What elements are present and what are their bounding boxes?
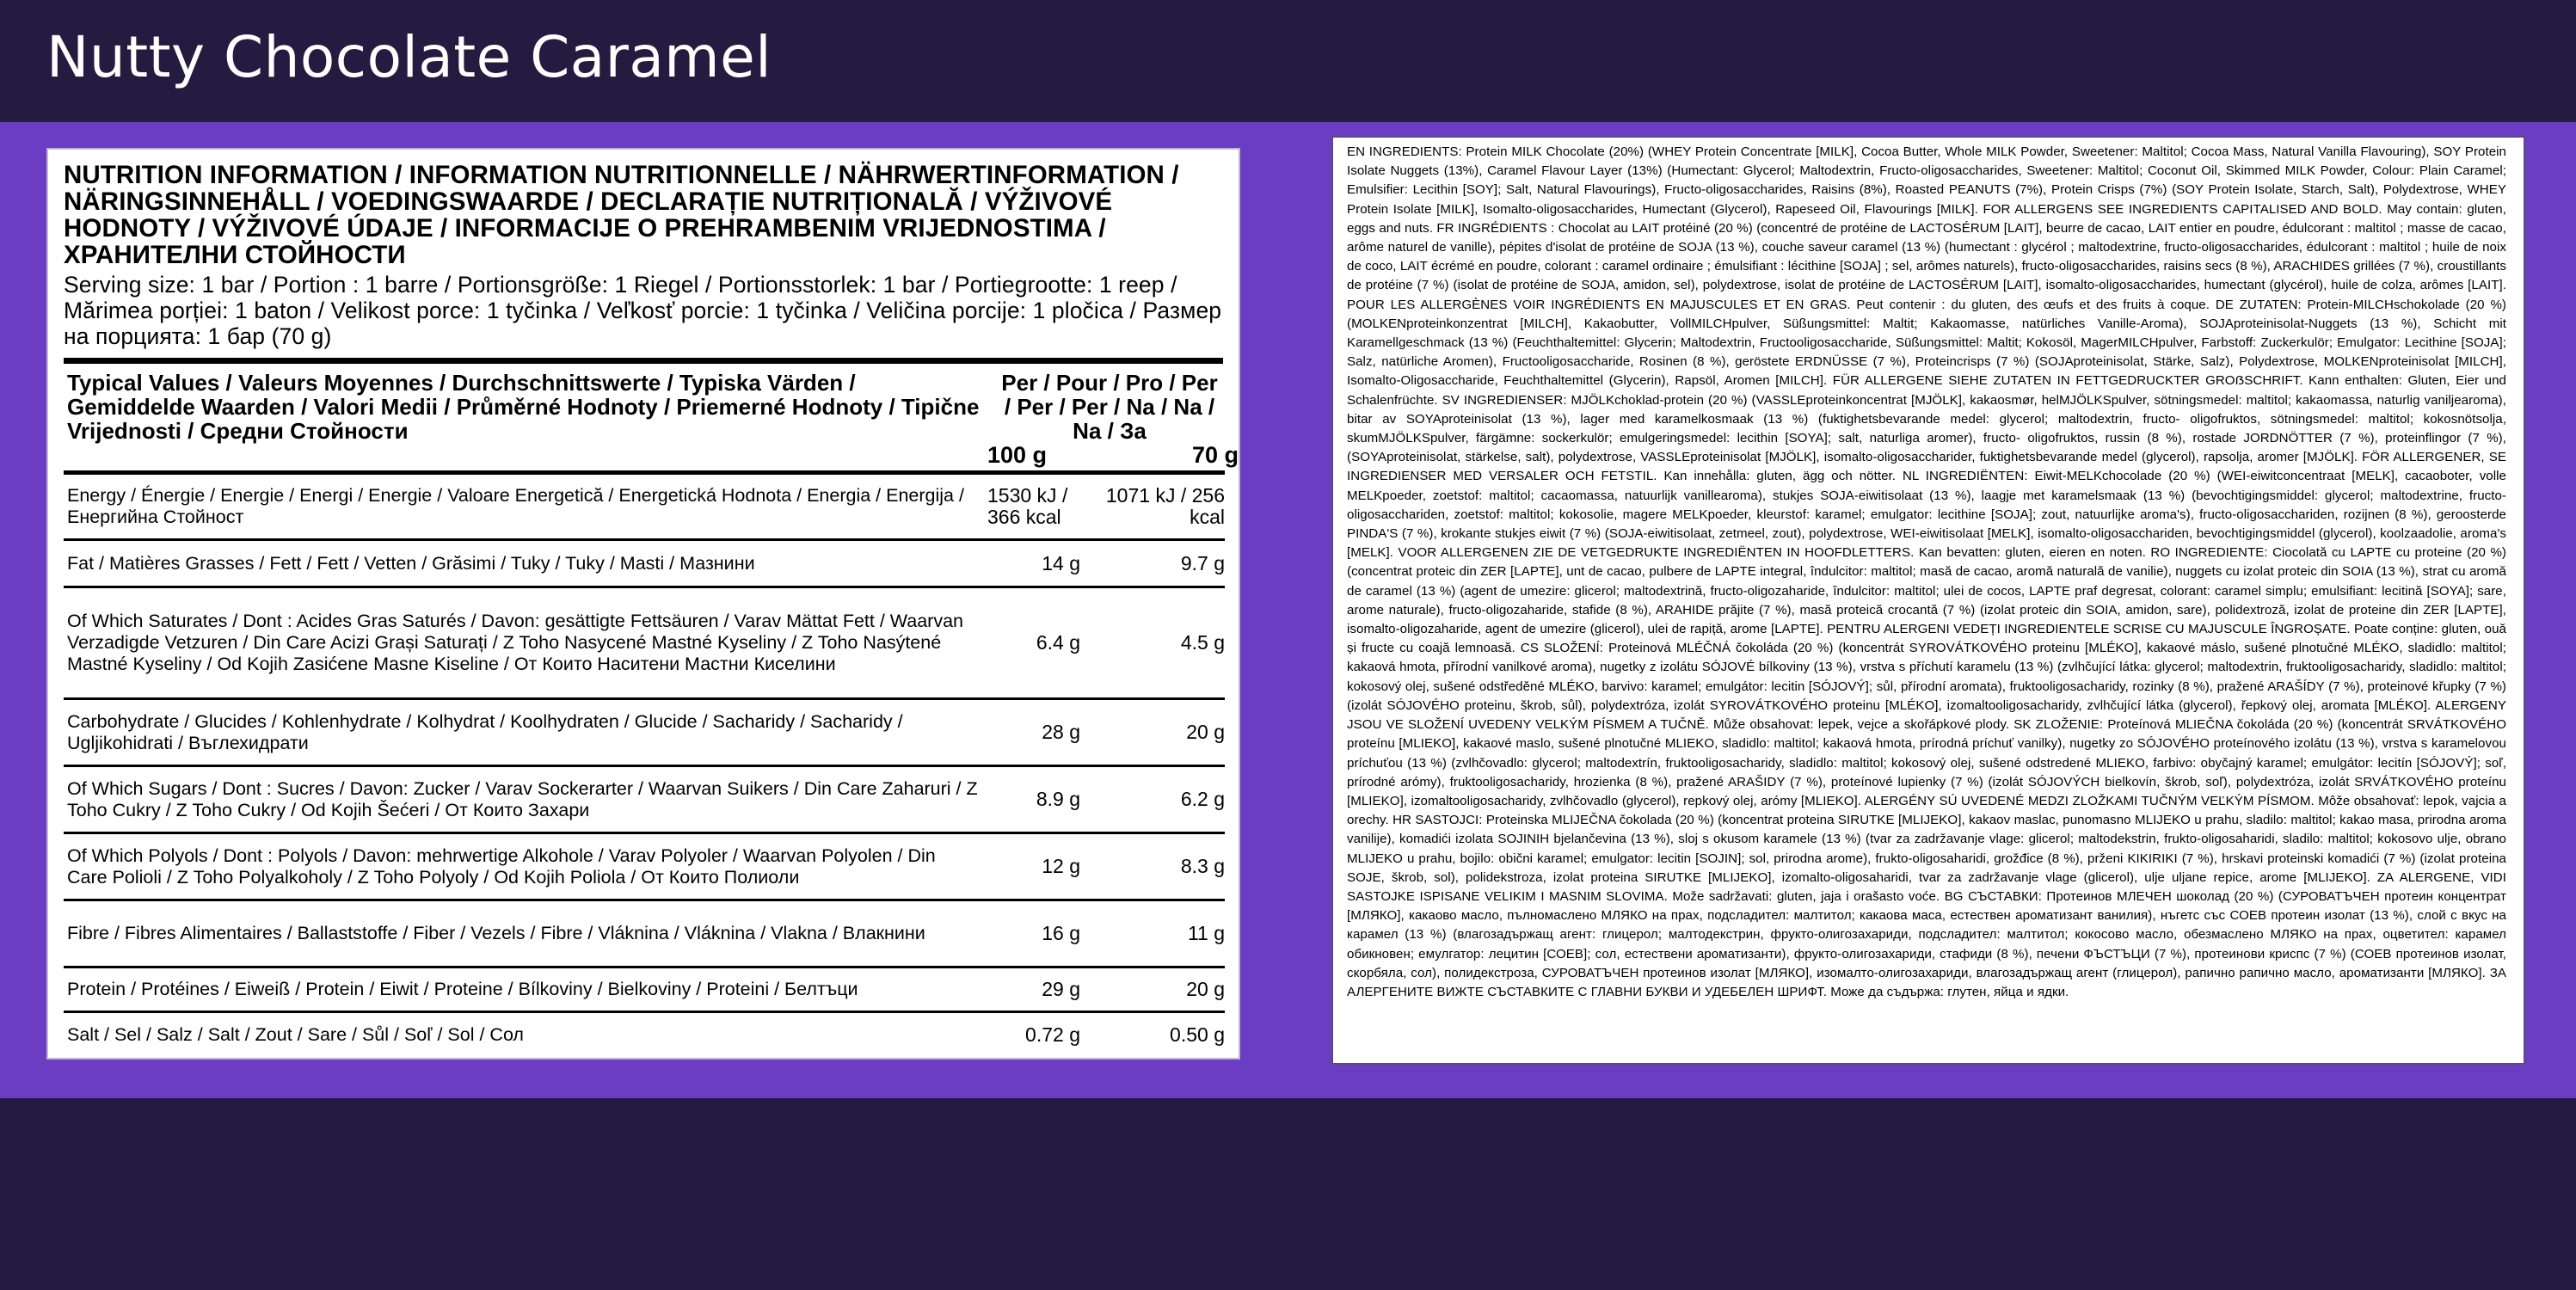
value-70g: 4.5 g xyxy=(1096,587,1225,699)
typical-values-label: Typical Values / Valeurs Moyennes / Durchschnittswerte / Typiska Värden / Gemiddelde Waarden / Valori Medii / Průměrné Hodnoty / Priemerné Hodnoty / Tipične Vrijednosti / Средни Стойности xyxy=(64,364,984,473)
value-70g: 0.50 g xyxy=(1170,1023,1225,1046)
value-70g: 9.7 g xyxy=(1096,540,1225,587)
nutrient-label: Fibre / Fibres Alimentaires / Ballaststoffe / Fiber / Vezels / Fibre / Vláknina / Vláknina / Vlakna / Влакнини xyxy=(64,900,984,968)
value-70g: 8.3 g xyxy=(1096,833,1225,900)
nutrient-label: Energy / Énergie / Energie / Energi / Energie / Valoare Energetică / Energetická Hodnota / Energia / Energija / Енергийна Стойност xyxy=(64,473,984,540)
value-100g: 14 g xyxy=(984,540,1096,587)
value-100g: 12 g xyxy=(984,833,1096,900)
table-row xyxy=(64,968,1225,1012)
value-100g: 1530 kJ / 366 kcal xyxy=(984,473,1096,540)
value-100g: 16 g xyxy=(984,900,1096,968)
serving-size: Serving size: 1 bar / Portion : 1 barre / Portionsgröße: 1 Riegel / Portionsstorlek: 1 bar / Portiegrootte: 1 reep / Mărimea porției: 1 baton / Velikost porce: 1 tyčinka / Veľkosť porcie: 1 tyčinka / Veličina porcije: 1 pločica / Размер на порцията: 1 бар (70 g) xyxy=(64,272,1222,349)
value-100g: 28 g xyxy=(984,699,1096,766)
nutrition-panel xyxy=(46,148,1240,1060)
table-header-row xyxy=(64,364,1225,473)
table-row xyxy=(64,473,1225,540)
table-row xyxy=(64,1012,1225,1057)
nutrient-label: Carbohydrate / Glucides / Kohlenhydrate / Kolhydrat / Koolhydraten / Glucide / Sacharidy / Sacharidy / Ugljikohidrati / Въглехидрати xyxy=(64,699,984,766)
page-title: Nutty Chocolate Caramel xyxy=(46,24,772,90)
divider xyxy=(64,358,1223,364)
value-70g: 20 g xyxy=(1096,968,1225,1012)
nutrient-label: Salt / Sel / Salz / Salt / Zout / Sare / Sůl / Soľ / Sol / Сол xyxy=(67,1023,524,1045)
table-row xyxy=(64,587,1225,699)
table-row xyxy=(64,540,1225,587)
ingredients-panel xyxy=(1331,136,2525,1065)
nutrition-table xyxy=(64,364,1239,1057)
col-100g: 100 g xyxy=(987,442,1048,468)
nutrient-label: Of Which Saturates / Dont : Acides Gras Saturés / Davon: gesättigte Fettsäuren / Varav Mättat Fett / Waarvan Verzadigde Vetzuren / Din Care Acizi Grași Saturați / Z Toho Nasycené Mastné Kyseliny / Z Toho Nasýtené Mastné Kyseliny / Od Kojih Zasićene Masne Kiseline / От Които Наситени Мастни Киселини xyxy=(64,587,984,699)
value-70g: 11 g xyxy=(1096,900,1225,968)
value-70g: 1071 kJ / 256 kcal xyxy=(1096,473,1225,540)
value-70g: 20 g xyxy=(1096,699,1225,766)
footer-band xyxy=(0,1098,2576,1290)
nutrient-label: Of Which Sugars / Dont : Sucres / Davon: Zucker / Varav Sockerarter / Waarvan Suikers / Din Care Zaharuri / Z Toho Cukry / Z Toho Cukry / Od Kojih Šećeri / От Които Захари xyxy=(64,766,984,833)
value-70g: 6.2 g xyxy=(1096,766,1225,833)
per-header xyxy=(984,364,1239,473)
table-row xyxy=(64,699,1225,766)
table-row xyxy=(64,766,1225,833)
nutrient-label: Protein / Protéines / Eiweiß / Protein / Eiwit / Proteine / Bílkoviny / Bielkoviny / Proteini / Белтъци xyxy=(64,968,984,1012)
value-100g: 0.72 g xyxy=(1025,1023,1080,1046)
nutrient-label: Fat / Matières Grasses / Fett / Fett / Vetten / Grăsimi / Tuky / Tuky / Masti / Мазнини xyxy=(64,540,984,587)
nutrition-title: NUTRITION INFORMATION / INFORMATION NUTRITIONNELLE / NÄHRWERTINFORMATION / NÄRINGSINNEHÅLL / VOEDINGSWAARDE / DECLARAȚIE NUTRIȚIONALĂ / VÝŽIVOVÉ HODNOTY / VÝŽIVOVÉ ÚDAJE / INFORMACIJE O PREHRAMBENIM VRIJEDNOSTIMA / ХРАНИТЕЛНИ СТОЙНОСТИ xyxy=(64,161,1179,269)
table-row xyxy=(64,900,1225,968)
header-bar xyxy=(0,0,2576,122)
value-100g: 6.4 g xyxy=(984,587,1096,699)
per-label: Per / Pour / Pro / Per / Per / Per / Na / Na / Na / За xyxy=(1001,370,1218,444)
nutrient-label: Of Which Polyols / Dont : Polyols / Davon: mehrwertige Alkohole / Varav Polyoler / Waarvan Polyolen / Din Care Polioli / Z Toho Polyalkoholy / Z Toho Polyoly / Od Kojih Poliola / От Които Полиоли xyxy=(64,833,984,900)
value-100g: 8.9 g xyxy=(984,766,1096,833)
table-row xyxy=(64,833,1225,900)
value-100g: 29 g xyxy=(984,968,1096,1012)
col-70g: 70 g xyxy=(1191,442,1239,468)
ingredients-text: EN INGREDIENTS: Protein MILK Chocolate (20%) (WHEY Protein Concentrate [MILK], Cocoa Butter, Whole MILK Powder, Sweetener: Maltitol; Cocoa Mass, Natural Vanilla Flavouring), SOY Protein Isolate Nuggets (13%), Caramel Flavour Layer (13%) (Humectant: Glycerol; Maltodextrin, Fructo-oligosaccharides, Sweetener: Maltitol; Coconut Oil, Skimmed MILK Powder, Colour: Plain Caramel; Emulsifier: Lecithin [SOY]; Salt, Natural Flavourings), Fructo-oligosaccharides, Raisins (8%), Roasted PEANUTS (7%), Protein Crisps (7%) (SOY Protein Isolate, Starch, Salt), Polydextrose, WHEY Protein Isolate [MILK], Isomalto-oligosaccharides, Humectant (Glycerol), Rapeseed Oil, Flavourings [MILK]. FOR ALLERGENS SEE INGREDIENTS CAPITALISED AND BOLD. May contain: gluten, eggs and nuts. FR INGRÉDIENTS : Chocolat au LAIT protéiné (20 %) (concentré de protéine de LACTOSÉRUM [LAIT], beurre de cacao, LAIT entier en poudre, édulcorant : maltitol ; masse de cacao, arôme naturel de vanille), pépites d'isolat de protéine de SOJA (13 %), couche saveur caramel (13 %) (humectant : glycérol ; maltodextrine, fructo-oligosaccharides, édulcorant : maltitol ; huile de noix de coco, LAIT écrémé en poudre, colorant : caramel ordinaire ; émulsifiant : lécithine [SOJA] ; sel, arômes naturels), fructo-oligosaccharides, raisins secs (8 %), ARACHIDES grillées (7 %), croustillants de protéine (7 %) (isolat de protéine de SOJA, amidon, sel), polydextrose, isolat de protéine de LACTOSÉRUM [LAIT], isomalto-oligosaccharides, humectant (glycérol), huile de colza, arômes [LAIT]. POUR LES ALLERGÈNES VOIR INGRÉDIENTS EN MAJUSCULES ET EN GRAS. Peut contenir : du gluten, des œufs et des fruits à coque. DE ZUTATEN: Protein-MILCHschokolade (20 %) (MOLKENproteinkonzentrat [MILCH], Kakaobutter, VollMILCHpulver, Süßungsmittel: Maltit; Kakaomasse, natürliches Vanille-Aroma), SOJAproteinisolat-Nuggets (13 %), Schicht mit Karamellgeschmack (13 %) (Feuchthaltemittel: Glycerin; Maltodextrin, Fructooligosaccharide, Süßungsmittel: Maltit; Kokosöl, MagerMILCHpulver, Farbstoff: Zuckerkulör; Emulgator: Lecithine [SOJA]; Salz, natürliche Aromen), Fructooligosaccharide, Rosinen (8 %), geröstete ERDNÜSSE (7 %), Proteincrisps (7 %) (SOJAproteinisolat, Stärke, Salz), Polydextrose, MOLKENproteinisolat [MILCH], Isomalto-Oligosaccharide, Feuchthaltemittel (Glycerin), Rapsöl, Aromen [MILCH]. FÜR ALLERGENE SIEHE ZUTATEN IN FETTGEDRUCKTER GROẞSCHRIFT. Kann enthalten: Gluten, Eier und Schalenfrüchte. SV INGREDIENSER: MJÖLKchoklad-protein (20 %) (VASSLEproteinkoncentrat [MJÖLK], kakaosmør, helMJÖLKSpulver, sötningsmedel: maltitol; kakaomassa, naturlig vaniljearoma), bitar av SOYAproteinisolat (13 %), lager med karamelkosmaak (13 %) (fuktighetsbevarande medel: glycerol; maltodextrin, fructo- oligofruktos, sötningsmedel: maltitol; kokosnötsolja, skumMJÖLKSpulver, färgämne: sockerkulör; emulgeringsmedel: lecithin [SOYA]; salt, naturliga aromer), fructo- oligofruktos, russin (8 %), rostade JORDNÖTTER (7 %), proteinflingor (7 %), (SOYAproteinisolat, stärkelse, salt), polydextrose, VASSLEproteinisolat [MJÖLK], isomalto-oligosaccharider, fuktighetsbevarande medel (glycerol), rapsolja, aromer [MJÖLK]. FÖR ALLERGENER, SE INGREDIENSER MED VERSALER OCH FETSTIL. Kan innehålla: gluten, ägg och nötter. NL INGREDIËNTEN: Eiwit-MELKchocolade (20 %) (WEI-eiwitconcentraat [MELK], cacaoboter, volle MELKpoeder, zoetstof: maltitol; cacaomassa, natuurlijk vanillearoma), stukjes SOJA-eiwitisolaat (13 %), laagje met karamelsmaak (13 %) (bevochtigingsmiddel: glycerol; maltodextrine, fructo-oligosacchariden, zoetstof: maltitol; kokosolie, magere MELKpoeder, kleurstof: karamel; emulgator: lecithine [SOJA]; zout, natuurlijke aroma's), fructo-oligosacchariden, rozijnen (8 %), geroosterde PINDA'S (7 %), krokante stukjes eiwit (7 %) (SOJA-eiwitisolaat, zetmeel, zout), polydextrose, WEI-eiwitisolaat [MELK], isomalto-oligosacchariden, bevochtigingsmiddel (glycerol), koolzaadolie, aroma's [MELK]. VOOR ALLERGENEN ZIE DE VETGEDRUKTE INGREDIËNTEN IN HOOFDLETTERS. Kan bevatten: gluten, eieren en noten. RO INGREDIENTE: Ciocolată cu LAPTE cu proteine (20 %) (concentrat proteic din ZER [LAPTE], unt de cacao, pulbere de LAPTE integral, îndulcitor: maltitol; masă de cacao, aromă naturală de vanilie), nuggets cu izolat proteic din SOIA (13 %), strat cu aromă de caramel (13 %) (agent de umezire: glicerol; maltodextrină, fructo-oligozaharide, îndulcitor: maltitol; ulei de cocos, LAPTE praf degresat, colorant: caramel simplu; emulsifiant: lecitină [SOYA]; sare, arome naturale), fructo-oligozaharide, stafide (8 %), ARAHIDE prăjite (7 %), masă proteică crocantă (7 %) (izolat proteic din SOIA, amidon, sare), polidextroză, izolat de proteine din ZER [LAPTE], isomalto-oligozaharide, agent de umezire (glicerol), ulei de rapiță, arome [LAPTE]. PENTRU ALERGENI VEDEȚI INGREDIENTELE SCRISE CU MAJUSCULE ÎNGROȘATE. Poate conține: gluten, ouă și fructe cu coajă lemnoasă. CS SLOŽENÍ: Proteinová MLÉČNÁ čokoláda (20 %) (koncentrát SYROVÁTKOVÉHO proteinu [MLÉKO], kakaové máslo, sušené plnotučné MLÉKO, sladidlo: maltitol; kakaová hmota, přírodní vanilkové aroma), nugetky z izolátu SÓJOVÉ bílkoviny (13 %), vrstva s příchutí karamelu (13 %) (zvlhčující látka: glycerol; maltodextrin, fruktooligosacharidy, sladidlo: maltitol; kokosový olej, sušené odstředěné MLÉKO, barvivo: karamel; emulgátor: lecitin [SÓJOVÝ]; sůl, přírodní aromata), fruktooligosacharidy, rozinky (8 %), pražené ARAŠÍDY (7 %), proteinové křupky (7 %) (izolát SÓJOVÉHO proteinu, škrob, sůl), polydextróza, izolát SYROVÁTKOVÉHO proteinu [MLÉKO], izomaltooligosacharidy, zvlhčující látka (glycerol), řepkový olej, aromata [MLÉKO]. ALERGENY JSOU VE SLOŽENÍ UVEDENY VELKÝM PÍSMEM A TUČNĚ. Může obsahovat: lepek, vejce a skořápkové plody. SK ZLOŽENIE: Proteínová MLIEČNA čokoláda (20 %) (koncentrát SRVÁTKOVÉHO proteínu [MLIEKO], kakaové maslo, sušené plnotučné MLIEKO, sladidlo: maltitol; kakaová hmota, prírodná príchuť vanilky), nugetky zo SÓJOVÉHO proteínového izolátu (13 %), vrstva s karamelovou príchuťou (13 %) (zvlhčovadlo: glycerol; maltodextrín, fruktooligosacharidy, sladidlo: maltitol; kokosový olej, sušené odstredené MLIEKO, farbivo: obyčajný karamel; emulgátor: lecitín [SÓJOVÝ]; soľ, prírodné arómy), fruktooligosacharidy, hrozienka (8 %), pražené ARAŠIDY (7 %), proteínové lupienky (7 %) (izolát SÓJOVÝCH bielkovín, škrob, soľ), polydextróza, izolát SRVÁTKOVÉHO proteínu [MLIEKO], izomaltooligosacharidy, zvlhčovadlo (glycerol), repkový olej, arómy [MLIEKO]. ALERGÉNY SÚ UVEDENÉ MEDZI ZLOŽKAMI TUČNÝM VEĽKÝM PÍSMOM. Môže obsahovať: lepok, vajcia a orechy. HR SASTOJCI: Proteinska MLIJEČNA čokolada (20 %) (koncentrat proteina SIRUTKE [MLIJEKO], kakaov maslac, punomasno MLIJEKO u prahu, sladilo: maltitol; kakao masa, prirodna aroma vanilije), komadići izolata SOJINIH bjelančevina (13 %), sloj s okusom karamele (13 %) (tvar za zadržavanje vlage: glicerol; maltodekstrin, frukto-oligosaharidi, sladilo: maltitol; kokosovo ulje, obrano MLIJEKO u prahu, bojilo: obični karamel; emulgator: lecitin [SOJIN]; sol, prirodna arome), frukto-oligosaharidi, grožđice (8 %), prženi KIKIRIKI (7 %), hrskavi proteinski komadići (7 %) (izolat proteina SOJE, škrob, sol), polidekstroza, izolat proteina SIRUTKE [MLIJEKO], izomalto-oligosaharidi, tvar za zadržavanje vlage (glicerol), ulje uljane repice, arome [MLIJEKO]. ZA ALERGENE, VIDI SASTOJKE ISPISANE VELIKIM I MASNIM SLOVIMA. Može sadržavati: gluten, jaja i orašasto voće. BG СЪСТАВКИ: Протеинов МЛЕЧЕН шоколад (20 %) (СУРОВАТЪЧЕН протеин концентрат [МЛЯКО], какаово масло, пълномаслено МЛЯКО на прах, подсладител: малтитол; какаова маса, естествен ароматизант ванилия), нъгетс със СОЕВ протеин изолат (13 %), слой с вкус на карамел (13 %) (влагозадържащ агент: глицерол; малтодекстрин, фрукто-олигозахариди, подсладител: малтитол; кокосово масло, обезмаслено МЛЯКО на прах, оцветител: карамел обикновен; емулгатор: лецитин [СОЕВ]; сол, естествени ароматизанти), фрукто-олигозахариди, стафиди (8 %), печени ФЪСТЪЦИ (7 %), протеинови криспс (7 %) (СОЕВ протеинов изолат, скорбяла, сол), полидекстроза, СУРОВАТЪЧЕН протеинов изолат [МЛЯКО], изомалто-олигозахариди, влагозадържащ агент (глицерол), рапично рапично масло, ароматизанти [МЛЯКО]. ЗА АЛЕРГЕНИТЕ ВИЖТЕ СЪСТАВКИТЕ С ГЛАВНИ БУКВИ И УДЕБЕЛЕН ШРИФТ. Може да съдържа: глутен, яйца и ядки. xyxy=(1347,144,2506,999)
